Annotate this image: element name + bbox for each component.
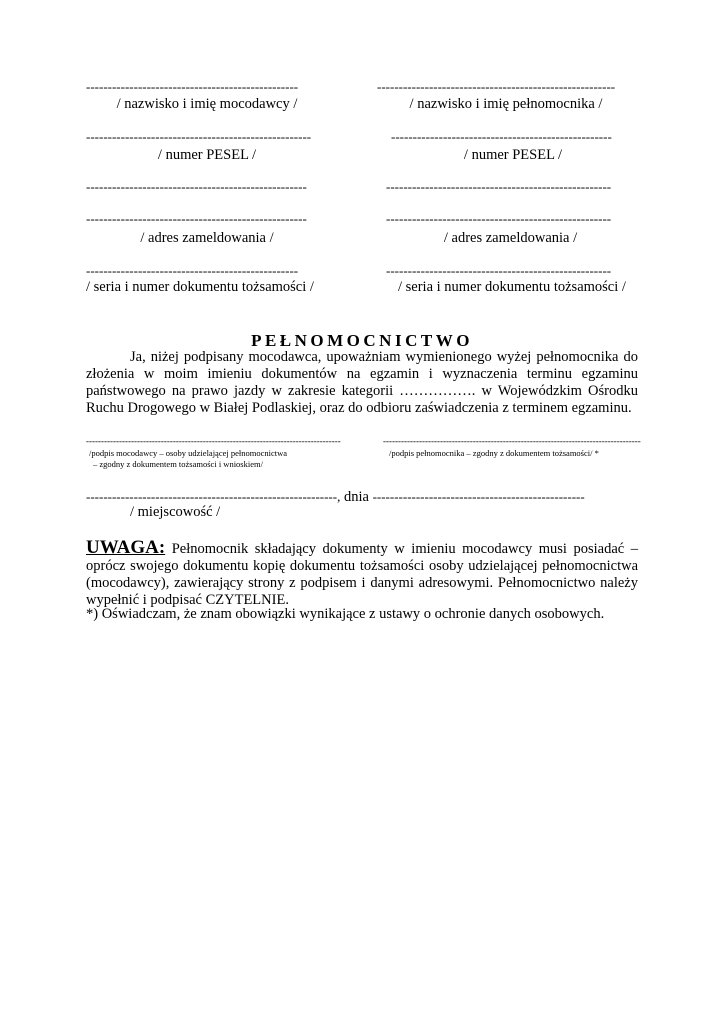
proxy-address-label: / adres zameldowania / [443,230,578,246]
document-title: PEŁNOMOCNICTWO [251,331,473,350]
mandator-signature-label-1: /podpis mocodawcy – osoby udzielającej pełnomocnictwa [89,448,288,458]
data-protection-footnote: *) Oświadczam, że znam obowiązki wynikające z ustawy o ochronie danych osobowych. [86,606,605,622]
proxy-address-line-1[interactable]: ---------------------------------------------------- [386,179,612,194]
mandator-pesel-line[interactable]: ---------------------------------------------------- [86,129,312,144]
proxy-id-line[interactable]: ---------------------------------------------------- [386,263,612,278]
proxy-id-label: / seria i numer dokumentu tożsamości / [398,279,626,295]
mandator-address-label: / adres zameldowania / [140,230,274,246]
mandator-signature-line[interactable]: ------------------------------------------------------------------------------------- [86,436,341,446]
place-label: / miejscowość / [130,504,221,520]
proxy-name-label: / nazwisko i imię pełnomocnika / [409,96,603,112]
notice-heading: UWAGA: [86,537,166,558]
mandator-address-line-1[interactable]: --------------------------------------------------- [86,179,307,194]
proxy-pesel-label: / numer PESEL / [463,147,563,163]
mandator-name-line[interactable]: ------------------------------------------------- [86,79,299,94]
mandator-signature-label-2: – zgodny z dokumentem tożsamości i wnioskiem/ [93,459,263,469]
mandator-address-line-2[interactable]: --------------------------------------------------- [86,211,307,226]
proxy-name-line[interactable]: ------------------------------------------------------- [377,79,616,94]
mandator-id-label: / seria i numer dokumentu tożsamości / [86,279,314,295]
place-line[interactable]: ----------------------------------------------------------, [86,489,341,504]
declaration-paragraph [86,349,638,417]
mandator-name-label: / nazwisko i imię mocodawcy / [116,96,298,112]
proxy-pesel-line[interactable]: --------------------------------------------------- [391,129,612,144]
notice-paragraph [86,539,638,609]
declaration-text: Ja, niżej podpisany mocodawca, upoważniam wymienionego wyżej pełnomocnika do złożenia w moim imieniu dokumentów na egzamin i wyznaczenia terminu egzaminu państwowego na prawo jazdy w zakresie kategorii ……………. w Wojewódzkim Ośrodku Ruchu Drogowego w Białej Podlaskiej, oraz do odbioru zaświadczenia z terminem egzaminu. [86,349,638,416]
proxy-signature-line[interactable]: -------------------------------------------------------------------------------------- [383,436,641,446]
proxy-address-line-2[interactable]: ---------------------------------------------------- [386,211,612,226]
place-date-row [86,490,585,505]
mandator-pesel-label: / numer PESEL / [157,147,257,163]
date-line[interactable]: ------------------------------------------------- [372,489,585,504]
notice-text: Pełnomocnik składający dokumenty w imieniu mocodawcy musi posiadać – oprócz swojego dokumentu kopię dokumentu tożsamości osoby udzielającej pełnomocnictwa (mocodawcy), zawierający strony z podpisem i danymi adresowymi. Pełnomocnictwo należy wypełnić i podpisać CZYTELNIE. [86,541,639,608]
date-word: dnia [343,489,369,505]
mandator-id-line[interactable]: ------------------------------------------------- [86,263,299,278]
proxy-signature-label: /podpis pełnomocnika – zgodny z dokumentem tożsamości/ * [389,448,599,458]
